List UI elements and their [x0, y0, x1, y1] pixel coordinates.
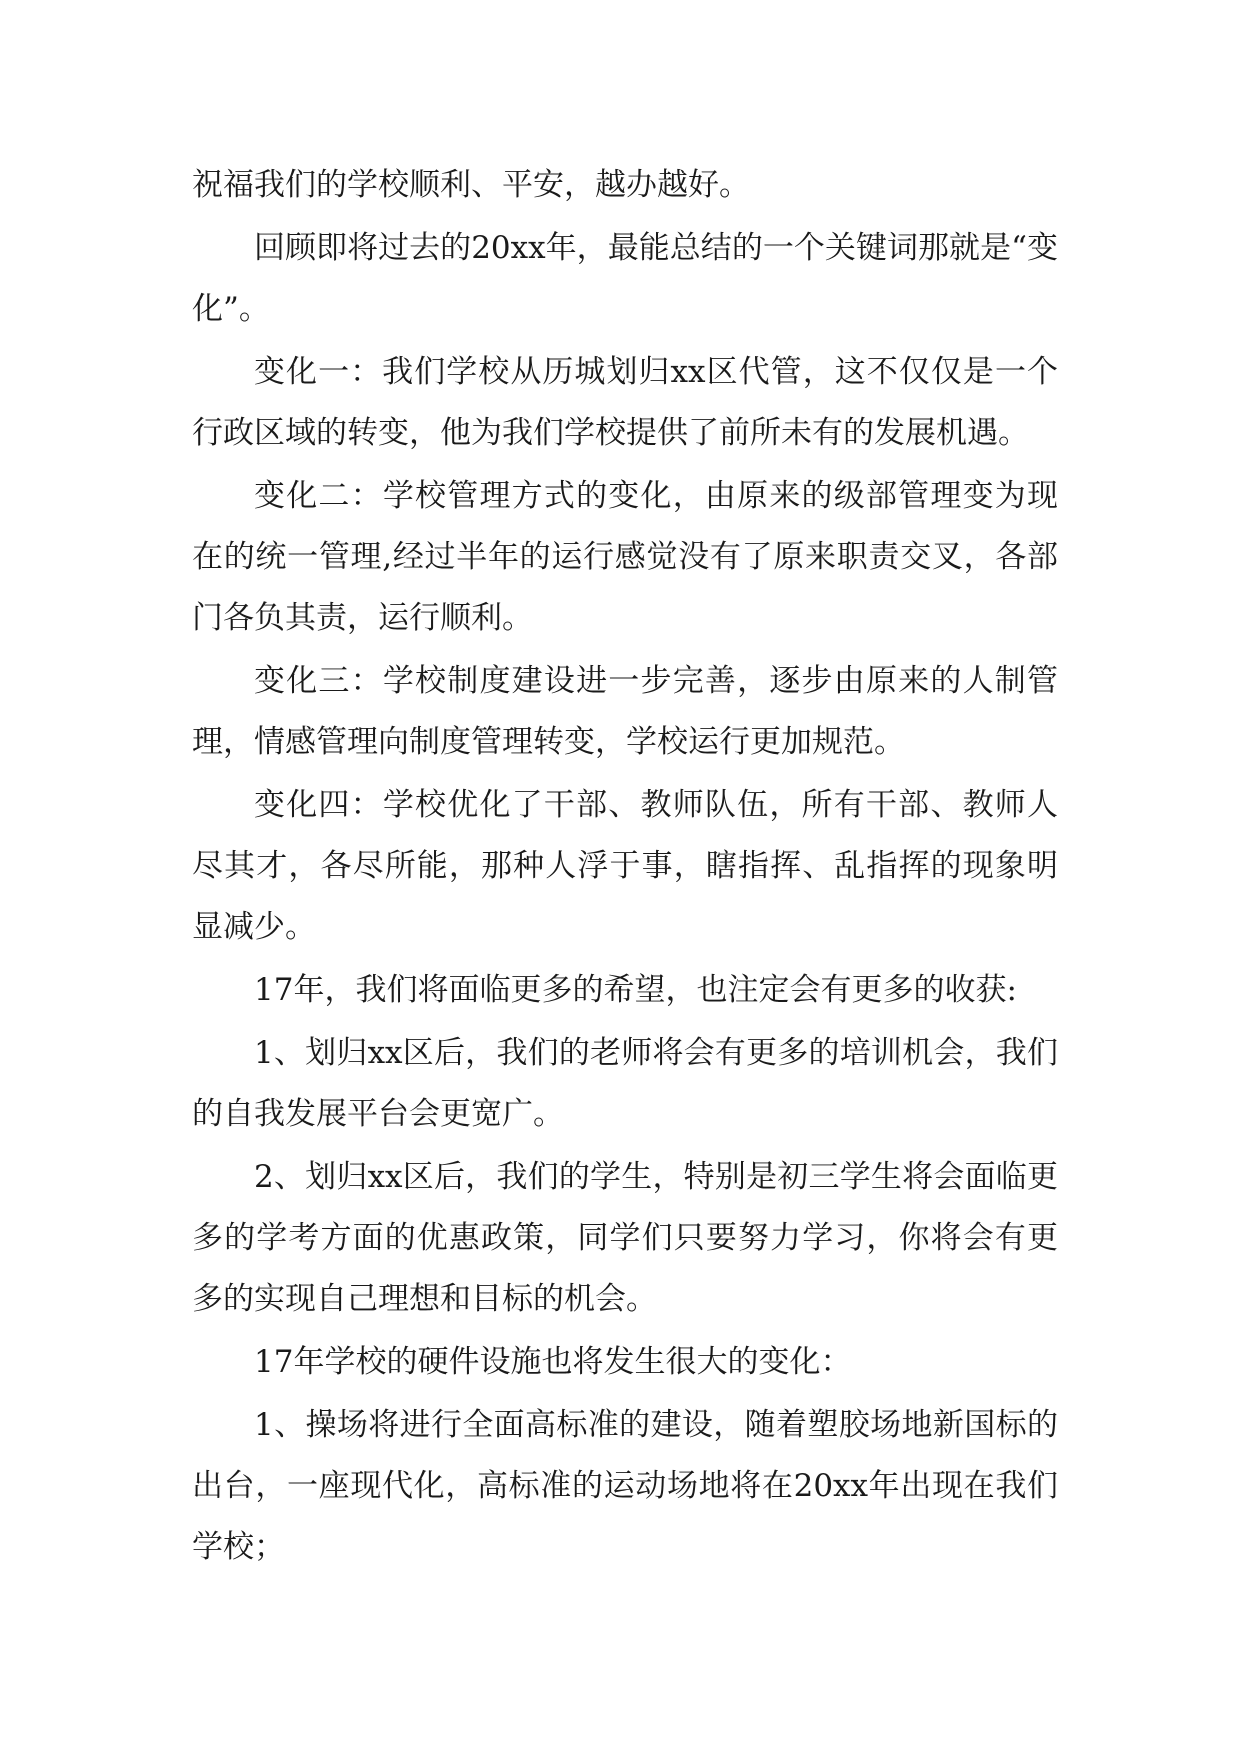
paragraph-change-three: 变化三：学校制度建设进一步完善，逐步由原来的人制管理，情感管理向制度管理转变，学校运行更加规范。 [192, 663, 1058, 760]
paragraph-change-two: 变化二：学校管理方式的变化，由原来的级部管理变为现在的统一管理,经过半年的运行感觉没有了原来职责交叉，各部门各负其责，运行顺利。 [192, 478, 1058, 636]
paragraph-change-one: 变化一：我们学校从历城划归xx区代管，这不仅仅是一个行政区域的转变，他为我们学校提供了前所未有的发展机遇。 [192, 354, 1058, 451]
paragraph-review-keyword: 回顾即将过去的20xx年，最能总结的一个关键词那就是“变化”。 [192, 230, 1058, 327]
paragraph-student-policy: 2、划归xx区后，我们的学生，特别是初三学生将会面临更多的学考方面的优惠政策，同学们只要努力学习，你将会有更多的实现自己理想和目标的机会。 [192, 1159, 1058, 1317]
paragraph-change-four: 变化四：学校优化了干部、教师队伍，所有干部、教师人尽其才，各尽所能，那种人浮于事，瞎指挥、乱指挥的现象明显减少。 [192, 787, 1058, 945]
document-body [192, 155, 1058, 1580]
paragraph-year-outlook: 17年，我们将面临更多的希望，也注定会有更多的收获: [254, 972, 1017, 1008]
paragraph-facilities-intro: 17年学校的硬件设施也将发生很大的变化： [254, 1344, 852, 1380]
paragraph-teacher-training: 1、划归xx区后，我们的老师将会有更多的培训机会，我们的自我发展平台会更宽广。 [192, 1035, 1058, 1132]
paragraph-playground: 1、操场将进行全面高标准的建设，随着塑胶场地新国标的出台，一座现代化，高标准的运动场地将在20xx年出现在我们学校； [192, 1407, 1058, 1565]
paragraph-blessing: 祝福我们的学校顺利、平安，越办越好。 [192, 167, 750, 203]
